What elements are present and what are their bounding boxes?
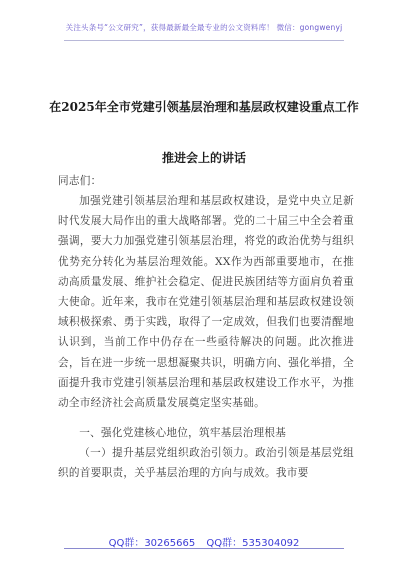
footer-qq-group-2: QQ群：535304092 [206, 538, 300, 549]
footer-divider [64, 548, 344, 549]
page-header-banner: 关注头条号“公文研究”，获得最新最全最专业的公文资料库！ 微信：gongwenyj [65, 23, 343, 32]
body-paragraph-2: （一）提升基层党组织政治引领力。政治引领是基层党组织的首要职责，关乎基层治理的方向与成效。我市要 [58, 447, 354, 480]
document-title-line2: 推进会上的讲话 [161, 151, 246, 165]
document-title-line1: 在2025年全市党建引领基层治理和基层政权建设重点工作 [49, 100, 359, 114]
page-footer [0, 534, 408, 549]
section-heading-1: 一、强化党建核心地位，筑牢基层治理根基 [79, 427, 287, 439]
body-paragraph-1: 加强党建引领基层治理和基层政权建设，是党中央立足新时代发展大局作出的重大战略部署。党的二十届三中全会着重强调，要大力加强党建引领基层治理，将党的政治优势与组织优势充分转化为基层治理效能。XX作为西部重要地市，在推动高质量发展、维护社会稳定、促进民族团结等方面肩负着重大使命。近年来，我市在党建引领基层治理和基层政权建设领域积极探索、勇于实践，取得了一定成效，但我们也要清醒地认识到，当前工作中仍存在一些亟待解决的问题。此次推进会，旨在进一步统一思想凝聚共识，明确方向、强化举措，全面提升我市党建引领基层治理和基层政权建设工作水平，为推动全市经济社会高质量发展奠定坚实基础。 [58, 195, 354, 410]
header-divider [64, 40, 344, 41]
salutation: 同志们： [58, 175, 102, 187]
footer-qq-group-1: QQ群：30265665 [108, 538, 196, 549]
